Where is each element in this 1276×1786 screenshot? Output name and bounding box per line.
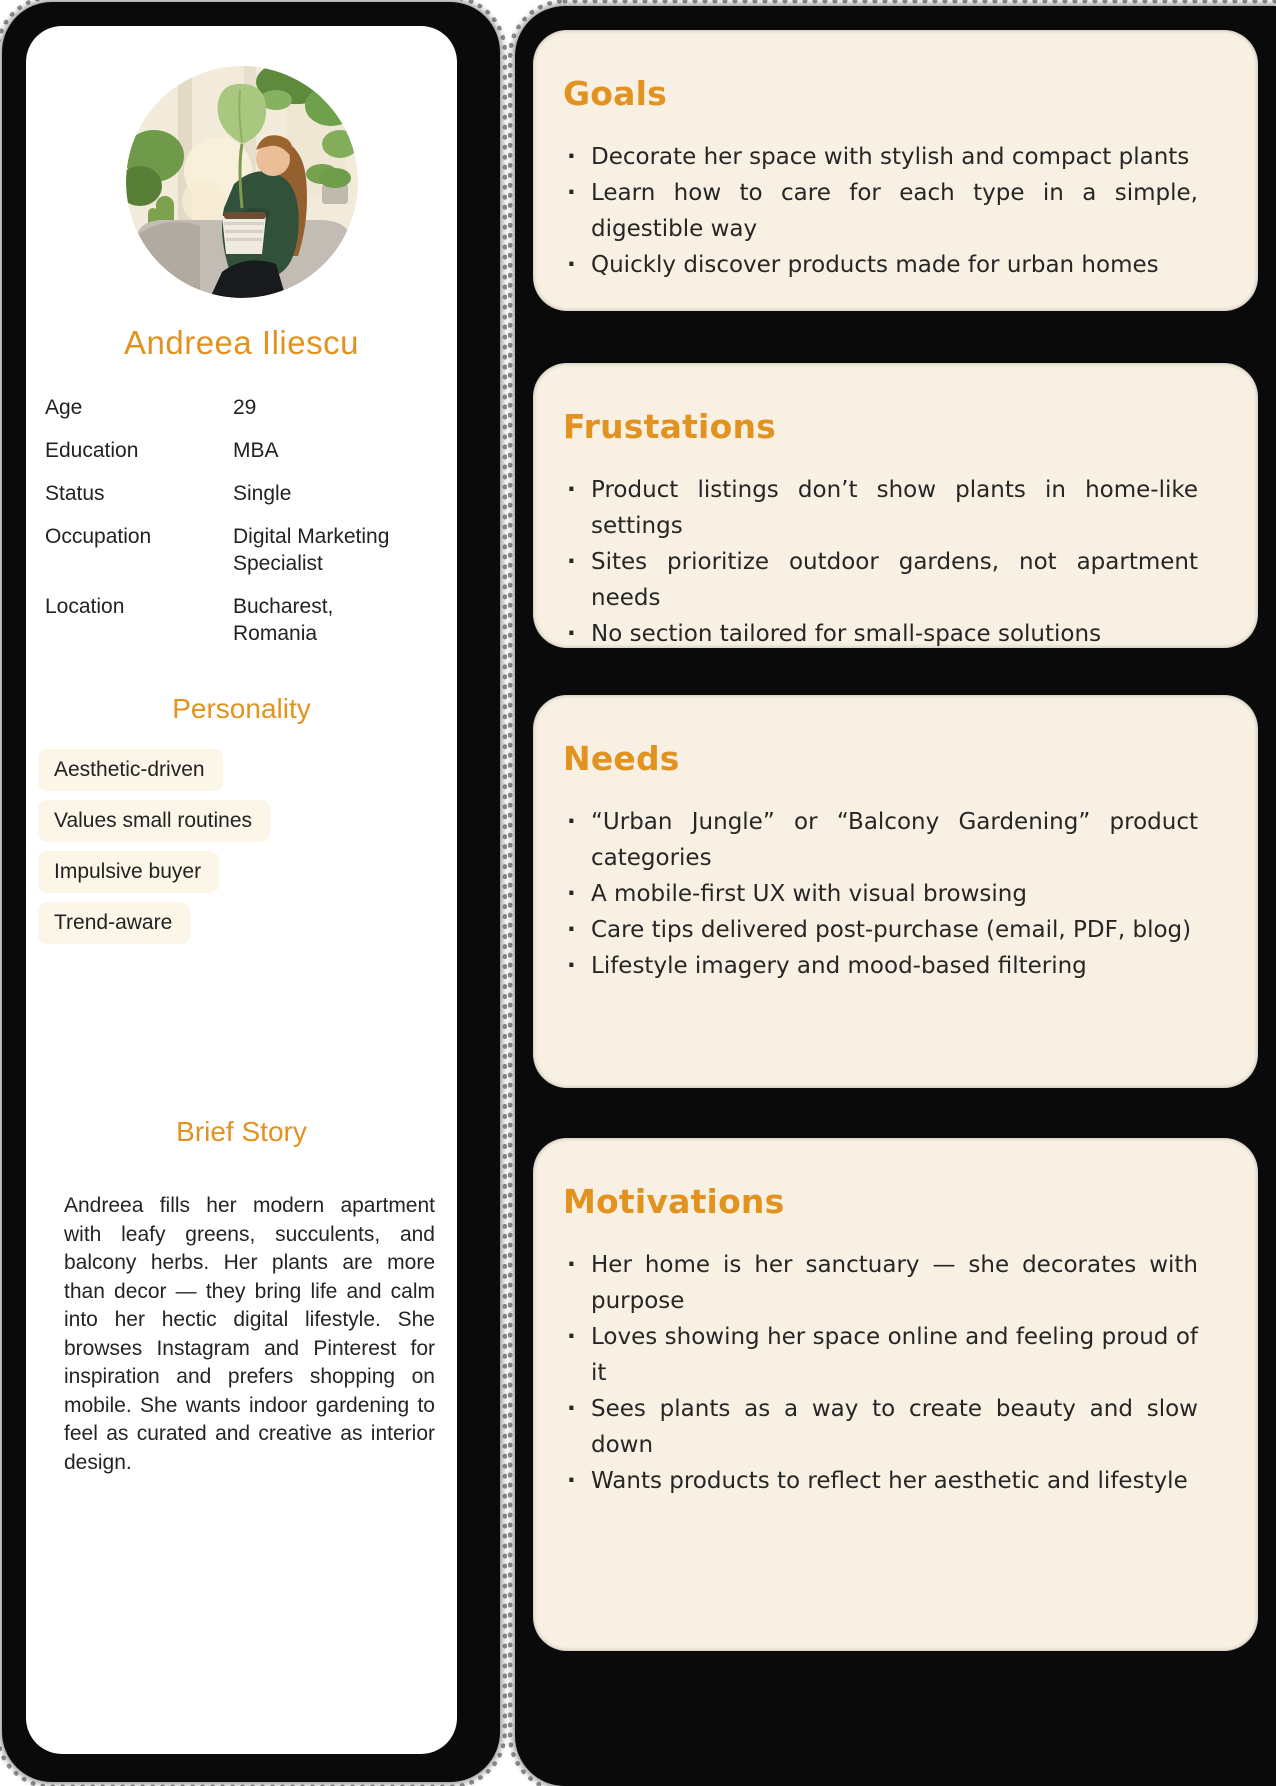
- attribute-row: [45, 523, 443, 577]
- attribute-value: MBA: [233, 439, 279, 462]
- bullet-item: · “Urban Jungle” or “Balcony Gardening” product categories: [563, 804, 1238, 876]
- bullet-item: · Lifestyle imagery and mood-based filtering: [563, 948, 1238, 984]
- attribute-value: Single: [233, 482, 292, 505]
- bullet-item: · Product listings don’t show plants in home-like settings: [563, 472, 1238, 544]
- personality-tags: [26, 749, 457, 944]
- attribute-value: 29: [233, 396, 257, 419]
- bullet-item: · A mobile-first UX with visual browsing: [563, 876, 1238, 912]
- bullet-item: · Quickly discover products made for urban homes: [563, 247, 1238, 283]
- bullet-list: [563, 804, 1238, 984]
- panel-goals: [533, 30, 1258, 311]
- personality-heading: Personality: [172, 693, 311, 724]
- brief-story-heading: Brief Story: [176, 1116, 307, 1147]
- attribute-label: Education: [45, 439, 139, 462]
- panel-title: Motivations: [563, 1182, 785, 1221]
- bullet-item: · Care tips delivered post-purchase (email, PDF, blog): [563, 912, 1238, 948]
- bullet-list: [563, 139, 1238, 283]
- bullet-item: · No section tailored for small-space solutions: [563, 616, 1238, 648]
- bullet-item: · Learn how to care for each type in a simple, digestible way: [563, 175, 1238, 247]
- personality-tag: Aesthetic-driven: [38, 749, 223, 791]
- profile-name: Andreea Iliescu: [124, 324, 359, 361]
- bullet-item: · Sites prioritize outdoor gardens, not apartment needs: [563, 544, 1238, 616]
- profile-photo: [126, 66, 358, 298]
- bullet-item: · Wants products to reflect her aesthetic and lifestyle: [563, 1463, 1238, 1499]
- bullet-list: [563, 472, 1238, 648]
- insights-frame: [515, 6, 1276, 1786]
- woman-with-houseplants-illustration: [126, 66, 358, 298]
- panel-title: Goals: [563, 74, 667, 113]
- profile-card: [26, 26, 457, 1754]
- panel-frustations: [533, 363, 1258, 648]
- personality-tag: Impulsive buyer: [38, 851, 219, 893]
- personality-tag: Values small routines: [38, 800, 270, 842]
- attribute-label: Status: [45, 482, 105, 505]
- brief-story-text: Andreea fills her modern apartment with leafy greens, succulents, and balcony herbs. Her plants are more than decor — they bring life and calm into her hectic digital lifestyle. She browses Instagram and Pinterest for inspiration and prefers shopping on mobile. She wants indoor gardening to feel as curated and creative as interior design.: [64, 1194, 435, 1474]
- bullet-item: · Sees plants as a way to create beauty and slow down: [563, 1391, 1238, 1463]
- personality-tag: Trend-aware: [38, 902, 190, 944]
- attribute-row: [45, 480, 443, 507]
- attribute-label: Location: [45, 595, 125, 618]
- panel-needs: [533, 695, 1258, 1088]
- panel-motivations: [533, 1138, 1258, 1651]
- attribute-label: Age: [45, 396, 83, 419]
- attribute-value: Digital Marketing Specialist: [233, 525, 390, 575]
- panel-title: Frustations: [563, 407, 776, 446]
- bullet-item: · Loves showing her space online and feeling proud of it: [563, 1319, 1238, 1391]
- attribute-row: [45, 593, 443, 647]
- attributes-list: [26, 394, 457, 663]
- attribute-row: [45, 394, 443, 421]
- attribute-row: [45, 437, 443, 464]
- bullet-item: · Decorate her space with stylish and compact plants: [563, 139, 1238, 175]
- attribute-value: Bucharest, Romania: [233, 595, 334, 645]
- panel-title: Needs: [563, 739, 680, 778]
- profile-frame: [2, 2, 500, 1782]
- attribute-label: Occupation: [45, 525, 152, 548]
- bullet-list: [563, 1247, 1238, 1499]
- bullet-item: · Her home is her sanctuary — she decorates with purpose: [563, 1247, 1238, 1319]
